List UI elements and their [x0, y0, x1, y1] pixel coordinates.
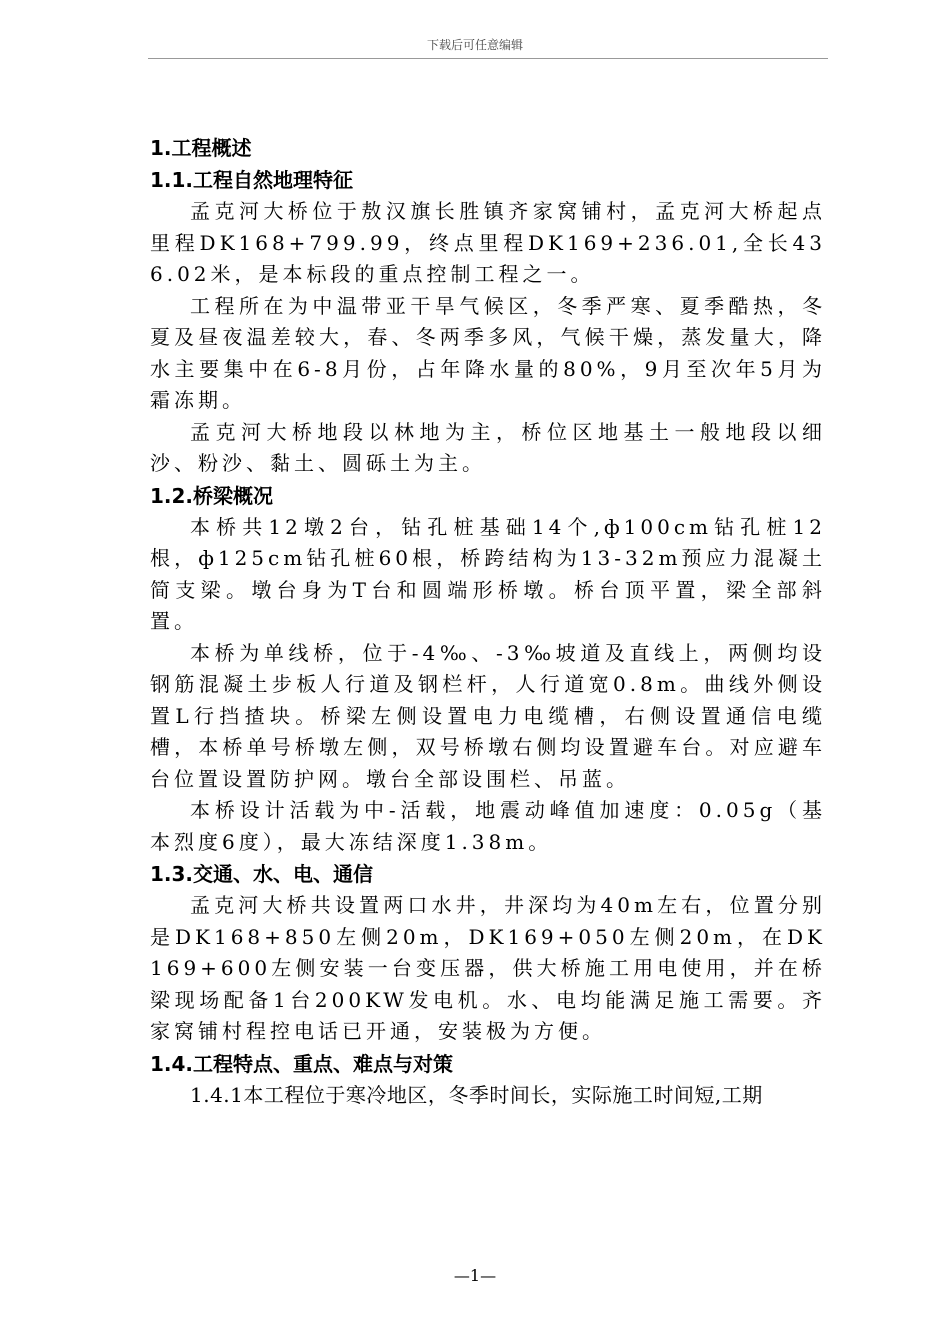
section-title-1-3: 1.3.交通、水、电、通信 [150, 862, 374, 886]
page-number: —1— [453, 1266, 497, 1285]
paragraph: 本桥设计活载为中-活载，地震动峰值加速度：0.05g（基本烈度6度），最大冻结深度1.38m。 [150, 798, 826, 854]
paragraph: 本桥共12墩2台，钻孔桩基础14个,ф100cm钻孔桩12根，ф125cm钻孔桩60根，桥跨结构为13-32m预应力混凝土简支梁。墩台身为T台和圆端形桥墩。桥台顶平置，梁全部斜置。 [150, 514, 826, 633]
section-title-1-1: 1.1.工程自然地理特征 [150, 168, 354, 192]
paragraph: 本桥为单线桥，位于-4‰、-3‰坡道及直线上，两侧均设钢筋混凝土步板人行道及钢栏杆，人行道宽0.8m。曲线外侧设置L行挡揸块。桥梁左侧设置电力电缆槽，右侧设置通信电缆槽，本桥单号桥墩左侧，双号桥墩右侧均设置避车台。对应避车台位置设置防护网。墩台全部设围栏、吊蓝。 [150, 640, 826, 791]
section-title-1-2: 1.2.桥梁概况 [150, 483, 274, 508]
paragraph: 工程所在为中温带亚干旱气候区，冬季严寒、夏季酷热，冬夏及昼夜温差较大，春、冬两季多风，气候干燥，蒸发量大，降水主要集中在6-8月份，占年降水量的80%，9月至次年5月为霜冻期。 [150, 293, 826, 412]
paragraph: 孟克河大桥地段以林地为主，桥位区地基土一般地段以细沙、粉沙、黏土、圆砾土为主。 [150, 419, 826, 475]
section-title-1-4: 1.4.工程特点、重点、难点与对策 [150, 1051, 454, 1076]
section-title-1: 1.工程概述 [150, 136, 252, 160]
paragraph: 1.4.1本工程位于寒冷地区，冬季时间长，实际施工时间短,工期 [190, 1082, 763, 1107]
document-body [150, 132, 826, 1111]
paragraph: 孟克河大桥共设置两口水井，井深均为40m左右，位置分别是DK168+850左侧20m，DK169+050左侧20m，在DK169+600左侧安装一台变压器，供大桥施工用电使用，并在桥梁现场配备1台200KW发电机。水、电均能满足施工需要。齐家窝铺村程控电话已开通，安装极为方便。 [150, 893, 826, 1043]
header-rule [148, 58, 828, 59]
page-header: 下载后可任意编辑 [426, 38, 523, 52]
paragraph: 孟克河大桥位于敖汉旗长胜镇齐家窝铺村，孟克河大桥起点里程DK168+799.99，终点里程DK169+236.01,全长436.02米，是本标段的重点控制工程之一。 [150, 199, 826, 286]
